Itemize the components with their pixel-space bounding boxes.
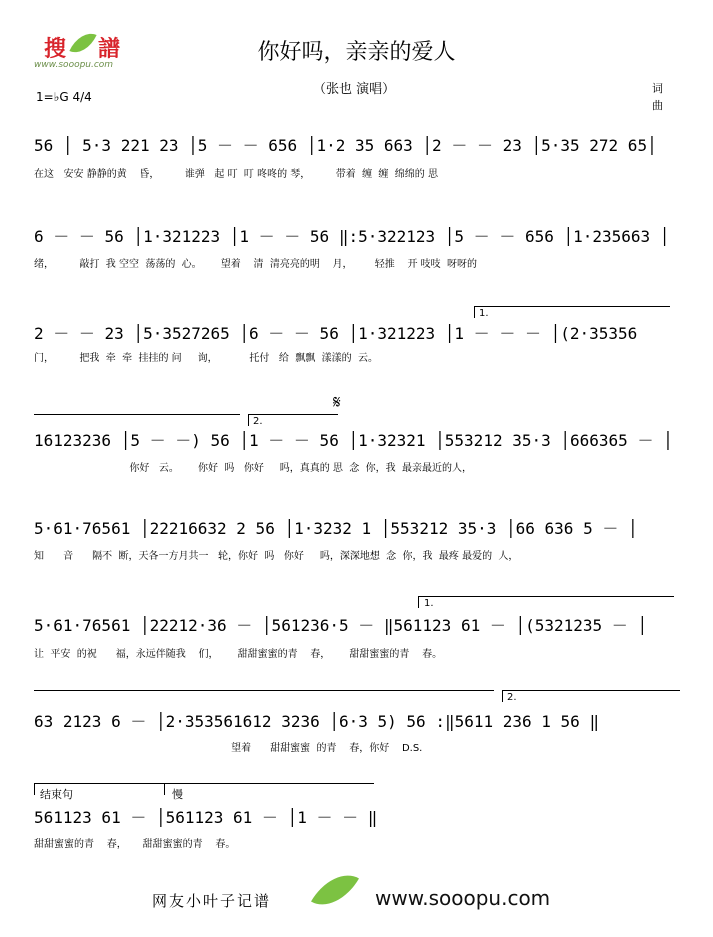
key-signature: 1=♭G 4/4 xyxy=(36,90,92,104)
slow-tempo-label: 慢 xyxy=(172,788,183,801)
score-row-8-notes: 561123 61 － │561123 61 － │1 － － ‖ xyxy=(34,808,378,827)
score-row-5-notes: 5·61·76561 │22216632 2 56 │1·3232 1 │553212 35·3 │66 636 5 － │ xyxy=(34,519,638,538)
logo-sou: 搜 xyxy=(44,37,68,62)
ending-phrase-label: 结束句 xyxy=(40,788,73,801)
score-row-1-notes: 56 │ 5·3 221 23 │5 － － 656 │1·2 35 663 │2 － － 23 │5·35 272 65│ xyxy=(34,136,657,155)
logo-pu: 譜 xyxy=(98,37,121,62)
score-row-7-lyrics: 望着 甜甜蜜蜜 的青 春，你好 D.S. xyxy=(34,743,423,754)
score-row-7-notes: 63 2123 6 － │2·353561612 3236 │6·3 5) 56 :‖5611 236 1 56 ‖ xyxy=(34,712,600,731)
score-row-1-lyrics: 在这 安安 静静的黄 昏， 谁弹 起 叮 叮 咚咚的 琴， 带着 缠 缠 绵绵的 思 xyxy=(34,169,438,180)
second-ending-mark-2: 2. xyxy=(507,692,517,703)
lyricist-label: 词 xyxy=(652,82,663,95)
score-row-5-lyrics: 知 音 隔不 断，天各一方月共一 轮，你好 吗 你好 吗，深深地想 念 你，我 最疼 最爱的 人， xyxy=(34,551,519,562)
composer-label: 曲 xyxy=(652,99,663,112)
score-row-8-lyrics: 甜甜蜜蜜的青 春， 甜甜蜜蜜的青 春。 xyxy=(34,839,236,850)
logo-url[interactable]: www.sooopu.com xyxy=(34,60,114,70)
score-row-2-lyrics: 绪， 敲打 我 空空 荡荡的 心。 望着 清 清亮亮的明 月， 轻推 开 吱吱 呀呀的 xyxy=(34,259,478,270)
second-ending-mark: 2. xyxy=(253,416,263,427)
score-row-3-notes: 2 － － 23 │5·3527265 │6 － － 56 │1·321223 │1 － － － │(2·35356 xyxy=(34,324,638,343)
first-ending-mark-2: 1. xyxy=(424,598,434,609)
score-row-4-notes: 16123236 │5 － －) 56 │1 － － 56 │1·32321 │553212 35·3 │666365 － │ xyxy=(34,431,673,450)
first-ending-mark: 1. xyxy=(479,308,489,319)
footer-url[interactable]: www.sooopu.com xyxy=(375,886,551,910)
score-row-6-lyrics: 让 平安 的祝 福，永远伴随我 们， 甜甜蜜蜜的青 春， 甜甜蜜蜜的青 春。 xyxy=(34,649,443,660)
score-row-2-notes: 6 － － 56 │1·321223 │1 － － 56 ‖:5·322123 │5 － － 656 │1·235663 │ xyxy=(34,227,670,246)
leaf-logo-icon-footer xyxy=(311,863,359,916)
singer: （张也 演唱） xyxy=(313,82,396,97)
score-row-6-notes: 5·61·76561 │22212·36 － │561236·5 － ‖561123 61 － │(5321235 － │ xyxy=(34,616,648,635)
score-row-4-lyrics: 你好 云。 你好 吗 你好 吗，真真的 思 念 你，我 最亲最近的人， xyxy=(34,463,473,474)
segno-icon: 𝄋 xyxy=(333,392,341,413)
song-title: 你好吗，亲亲的爱人 xyxy=(257,40,456,65)
transcriber-credit: 网友小叶子记谱 xyxy=(152,892,272,910)
score-row-3-lyrics: 门， 把我 牵 牵 挂挂的 问 询， 托付 给 飘飘 漾漾的 云。 xyxy=(34,353,378,364)
